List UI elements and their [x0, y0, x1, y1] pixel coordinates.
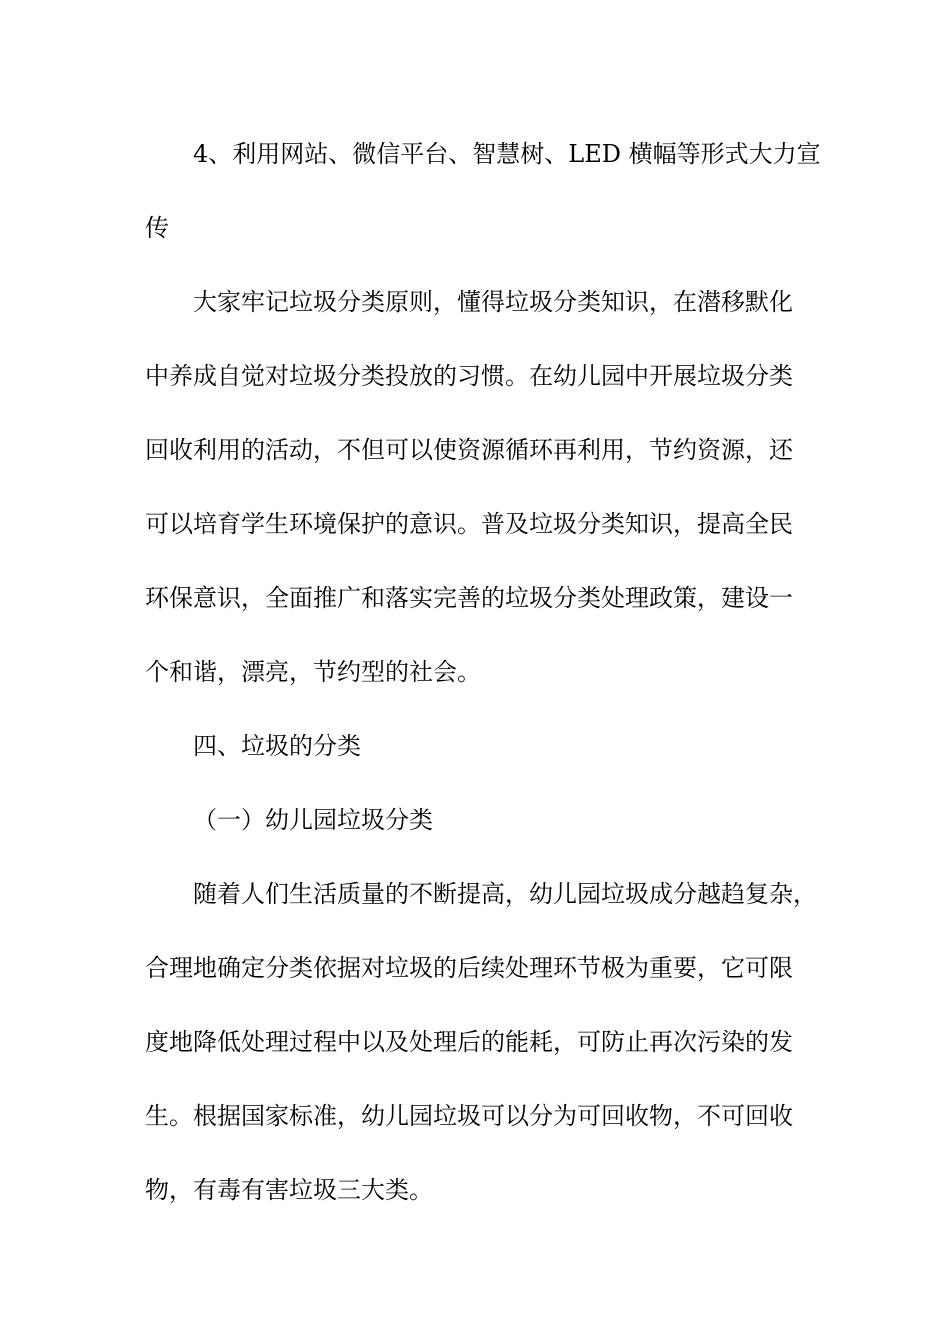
paragraph-line-5: 回收利用的活动，不但可以使资源循环再利用，节约资源，还: [145, 436, 793, 464]
document-body: [145, 117, 821, 1227]
paragraph-line-11: 度地降低处理过程中以及处理后的能耗，可防止再次污染的发: [145, 1028, 793, 1056]
paragraph-line-7: 环保意识，全面推广和落实完善的垃圾分类处理政策，建设一: [145, 584, 793, 612]
paragraph-line-12: 生。根据国家标准，幼儿园垃圾可以分为可回收物，不可回收: [145, 1102, 793, 1130]
paragraph-line-3: 大家牢记垃圾分类原则，懂得垃圾分类知识，在潜移默化: [193, 288, 793, 316]
paragraph-line-8: 个和谐，漂亮，节约型的社会。: [145, 658, 481, 686]
paragraph-line-2: 传: [145, 214, 169, 242]
subsection-heading: （一）幼儿园垃圾分类: [193, 806, 433, 834]
section-heading: 四、垃圾的分类: [193, 732, 361, 760]
paragraph-line-10: 合理地确定分类依据对垃圾的后续处理环节极为重要，它可限: [145, 954, 793, 982]
paragraph-line-1: 4、利用网站、微信平台、智慧树、LED 横幅等形式大力宣: [193, 140, 821, 168]
paragraph-line-6: 可以培育学生环境保护的意识。普及垃圾分类知识，提高全民: [145, 510, 793, 538]
paragraph-line-9: 随着人们生活质量的不断提高，幼儿园垃圾成分越趋复杂，: [193, 880, 817, 908]
paragraph-line-4: 中养成自觉对垃圾分类投放的习惯。在幼儿园中开展垃圾分类: [145, 362, 793, 390]
paragraph-line-13: 物，有毒有害垃圾三大类。: [145, 1176, 433, 1204]
